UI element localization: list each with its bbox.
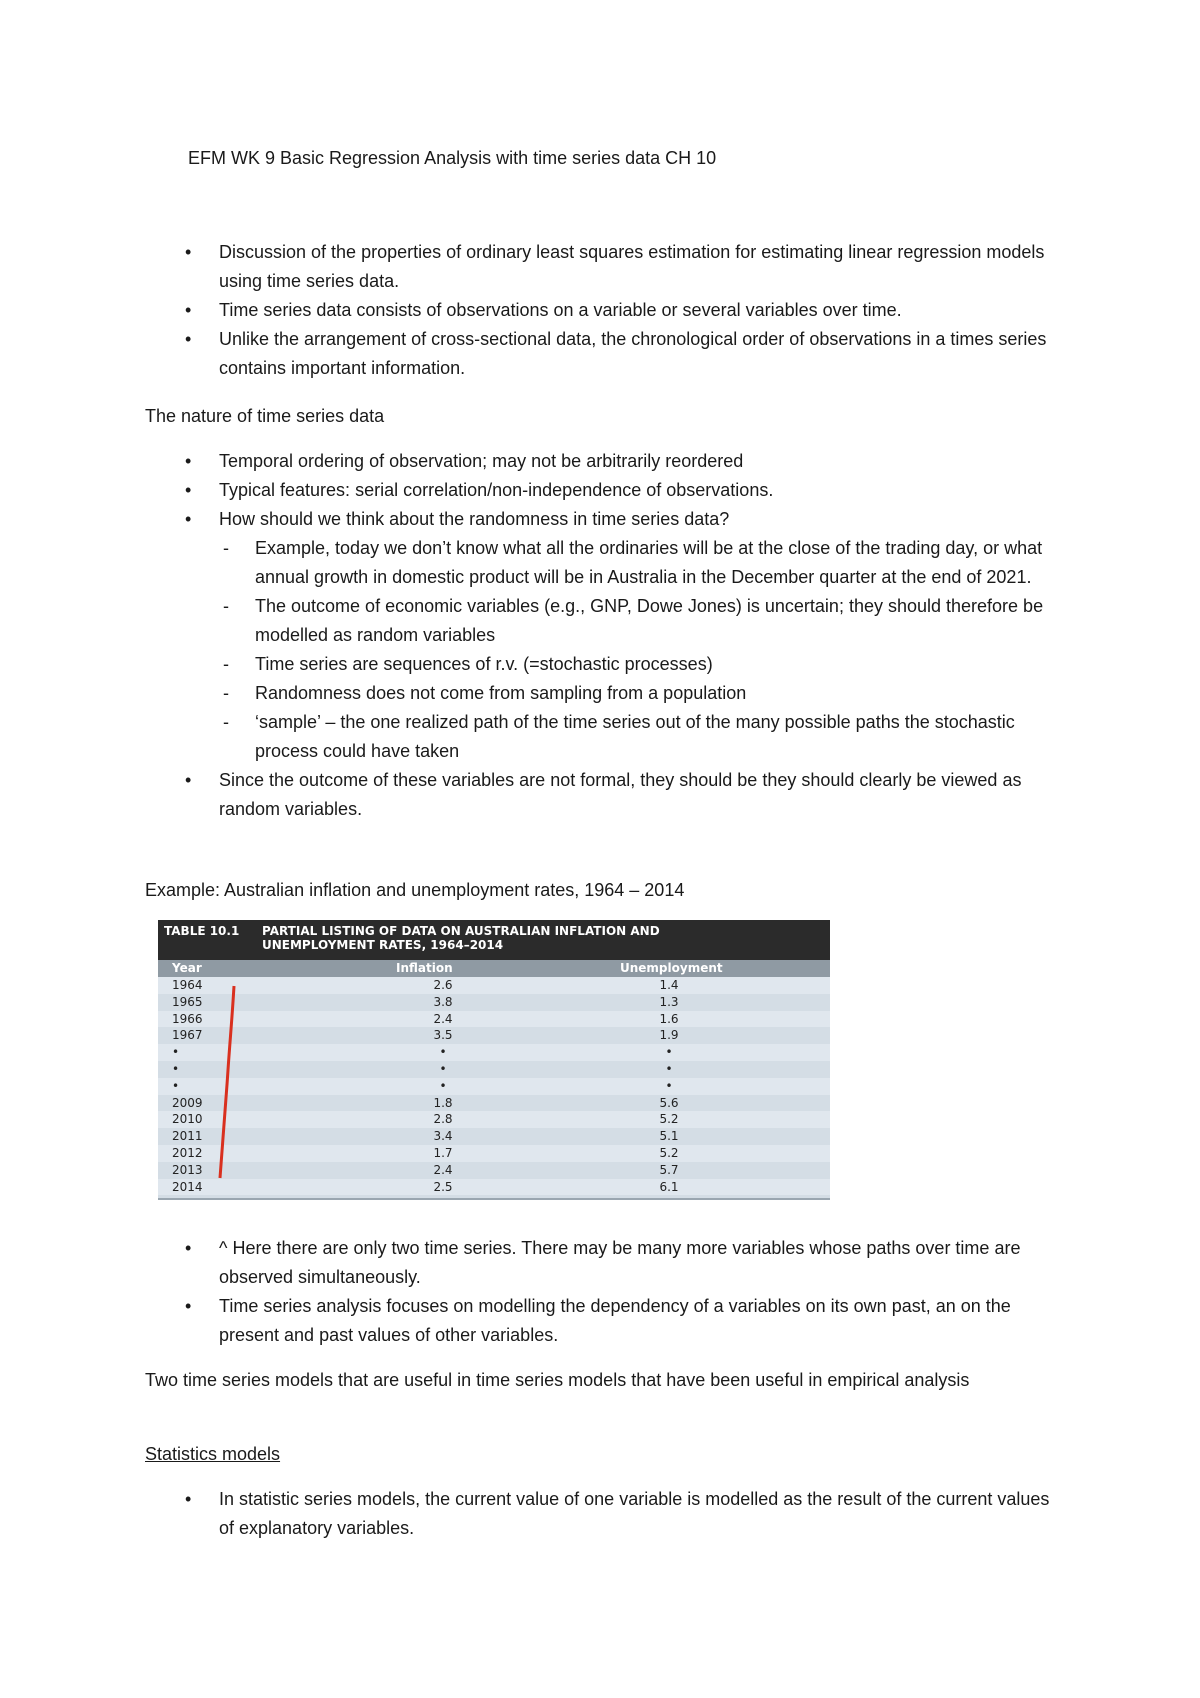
sub-list-item: - Randomness does not come from sampling from a population bbox=[219, 679, 1055, 708]
cell-inflation: 2.5 bbox=[433, 1179, 453, 1194]
cell-inflation: 1.7 bbox=[433, 1145, 453, 1160]
cell-year: 1965 bbox=[172, 994, 203, 1009]
cell-unemployment: • bbox=[665, 1078, 673, 1093]
statistics-bullet-list bbox=[145, 1485, 1055, 1543]
table-label: TABLE 10.1 bbox=[164, 924, 240, 938]
cell-inflation: 3.5 bbox=[433, 1028, 453, 1043]
intro-bullet-list bbox=[145, 238, 1055, 383]
cell-unemployment: 5.7 bbox=[659, 1162, 679, 1177]
cell-year: 2011 bbox=[172, 1129, 203, 1144]
cell-unemployment: • bbox=[665, 1045, 673, 1060]
sub-list-item: - The outcome of economic variables (e.g., GNP, Dowe Jones) is uncertain; they should therefore be modelled as random variables bbox=[219, 592, 1055, 650]
sub-list-item: - Time series are sequences of r.v. (=stochastic processes) bbox=[219, 650, 1055, 679]
cell-year: • bbox=[172, 1061, 180, 1076]
cell-year: 2012 bbox=[172, 1145, 203, 1160]
sub-list-item: - Example, today we don’t know what all the ordinaries will be at the close of the trading day, or what annual growth in domestic product will be in Australia in the December quarter at the end of 2021. bbox=[219, 534, 1055, 592]
list-item: • ^ Here there are only two time series. There may be many more variables whose paths over time are observed simultaneously. bbox=[145, 1234, 1055, 1292]
cell-inflation: 1.8 bbox=[433, 1095, 453, 1110]
cell-unemployment: 5.2 bbox=[659, 1112, 679, 1127]
list-item: • Time series data consists of observations on a variable or several variables over time. bbox=[145, 296, 1055, 325]
cell-year: 2009 bbox=[172, 1095, 203, 1110]
cell-inflation: 2.4 bbox=[433, 1011, 453, 1026]
data-table-figure bbox=[158, 920, 830, 1200]
cell-year: • bbox=[172, 1045, 180, 1060]
cell-unemployment: 1.3 bbox=[659, 994, 679, 1009]
list-item: • In statistic series models, the current value of one variable is modelled as the result of the current values of explanatory variables. bbox=[145, 1485, 1055, 1543]
cell-inflation: • bbox=[439, 1078, 447, 1093]
cell-unemployment: 1.4 bbox=[659, 978, 679, 992]
cell-inflation: 3.8 bbox=[433, 994, 453, 1009]
cell-year: 1964 bbox=[172, 978, 203, 992]
cell-year: 2013 bbox=[172, 1162, 203, 1177]
cell-inflation: 2.8 bbox=[433, 1112, 453, 1127]
two-models-paragraph: Two time series models that are useful in time series models that have been useful in empirical analysis bbox=[145, 1370, 970, 1390]
cell-inflation: • bbox=[439, 1061, 447, 1076]
page-title: EFM WK 9 Basic Regression Analysis with time series data CH 10 bbox=[188, 148, 717, 168]
cell-year: 2014 bbox=[172, 1179, 203, 1194]
nature-bullet-list bbox=[145, 447, 1055, 824]
list-item: • Typical features: serial correlation/non-independence of observations. bbox=[145, 476, 1055, 505]
sub-list-item: - ‘sample’ – the one realized path of the time series out of the many possible paths the stochastic process could have taken bbox=[219, 708, 1055, 766]
list-item-text: How should we think about the randomness in time series data? bbox=[219, 509, 730, 529]
cell-inflation: 2.4 bbox=[433, 1162, 453, 1177]
list-item: • Discussion of the properties of ordinary least squares estimation for estimating linear regression models using time series data. bbox=[145, 238, 1055, 296]
cell-inflation: • bbox=[439, 1045, 447, 1060]
cell-unemployment: 1.9 bbox=[659, 1028, 679, 1043]
cell-inflation: 2.6 bbox=[433, 978, 453, 992]
cell-year: 1967 bbox=[172, 1028, 203, 1043]
cell-unemployment: 6.1 bbox=[659, 1179, 679, 1194]
sub-dash-list bbox=[219, 534, 1055, 766]
cell-unemployment: • bbox=[665, 1061, 673, 1076]
example-heading: Example: Australian inflation and unemployment rates, 1964 – 2014 bbox=[145, 880, 685, 900]
cell-unemployment: 5.6 bbox=[659, 1095, 679, 1110]
list-item: • Unlike the arrangement of cross-sectional data, the chronological order of observations in a times series contains important information. bbox=[145, 325, 1055, 383]
statistics-models-heading: Statistics models bbox=[145, 1444, 281, 1464]
list-item: • Temporal ordering of observation; may not be arbitrarily reordered bbox=[145, 447, 1055, 476]
after-table-bullet-list bbox=[145, 1234, 1055, 1350]
cell-year: 2010 bbox=[172, 1112, 203, 1127]
cell-unemployment: 5.1 bbox=[659, 1129, 679, 1144]
cell-inflation: 3.4 bbox=[433, 1129, 453, 1144]
table-caption: PARTIAL LISTING OF DATA ON AUSTRALIAN INFLATION AND UNEMPLOYMENT RATES, 1964–2014 bbox=[262, 924, 660, 952]
column-header-year: Year bbox=[172, 961, 202, 975]
cell-year: • bbox=[172, 1078, 180, 1093]
list-item: • Since the outcome of these variables are not formal, they should be they should clearly be viewed as random variables. bbox=[145, 766, 1055, 824]
list-item: • Time series analysis focuses on modelling the dependency of a variables on its own past, an on the present and past values of other variables. bbox=[145, 1292, 1055, 1350]
red-annotation-line bbox=[158, 920, 830, 1198]
column-header-unemployment: Unemployment bbox=[620, 961, 723, 975]
list-item bbox=[145, 505, 1055, 766]
cell-unemployment: 5.2 bbox=[659, 1145, 679, 1160]
cell-year: 1966 bbox=[172, 1011, 203, 1026]
annotation-stroke bbox=[220, 986, 234, 1178]
cell-unemployment: 1.6 bbox=[659, 1011, 679, 1026]
section-heading-nature: The nature of time series data bbox=[145, 406, 385, 426]
column-header-inflation: Inflation bbox=[396, 961, 453, 975]
